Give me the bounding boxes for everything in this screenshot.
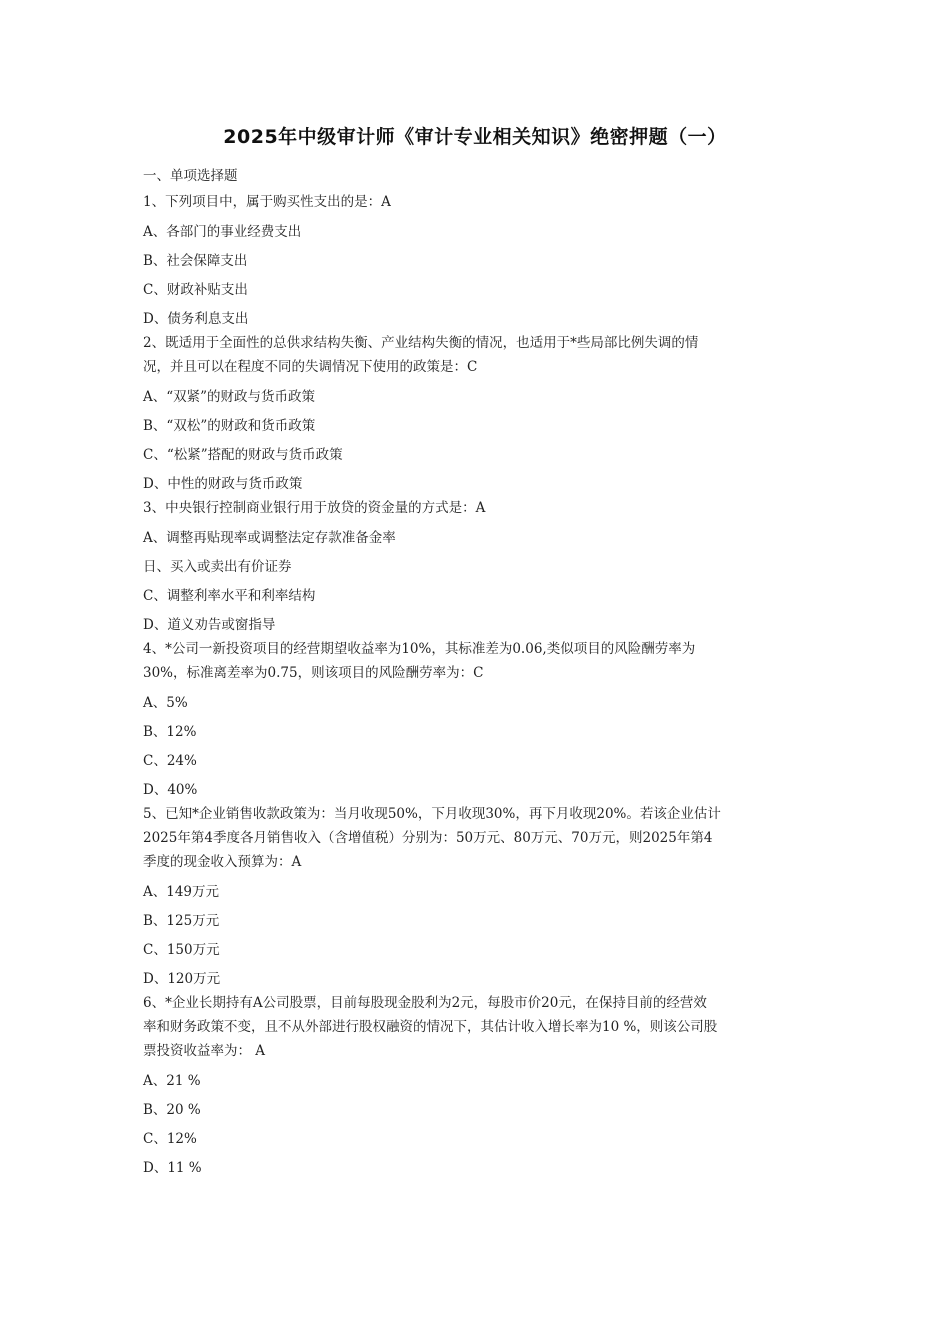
question-text: 率和财务政策不变，且不从外部进行股权融资的情况下，其估计收入增长率为10 %，则该公司股 bbox=[143, 1019, 718, 1035]
question-text: 况，并且可以在程度不同的失调情况下使用的政策是：C bbox=[143, 359, 478, 375]
option-c: C、调整利率水平和利率结构 bbox=[143, 588, 316, 604]
question-text: 1、下列项目中，属于购买性支出的是：A bbox=[143, 194, 391, 210]
option-d: D、道义劝告或窗指导 bbox=[143, 617, 276, 633]
question-text: 5、已知*企业销售收款政策为：当月收现50%，下月收现30%，再下月收现20%。若该企业估计 bbox=[143, 806, 721, 822]
option-d: D、中性的财政与货币政策 bbox=[143, 476, 303, 492]
question-text: 3、中央银行控制商业银行用于放贷的资金量的方式是：A bbox=[143, 500, 486, 516]
page-title: 2025年中级审计师《审计专业相关知识》绝密押题（一） bbox=[223, 126, 727, 148]
option-c: C、150万元 bbox=[143, 942, 220, 958]
question-2 bbox=[143, 331, 823, 495]
question-text: 2025年第4季度各月销售收入（含增值税）分别为：50万元、80万元、70万元，则2025年第4 bbox=[143, 830, 713, 846]
question-text: 30%，标准离差率为0.75，则该项目的风险酬劳率为：C bbox=[143, 665, 484, 681]
question-text: 2、既适用于全面性的总供求结构失衡、产业结构失衡的情况，也适用于*些局部比例失调的情 bbox=[143, 335, 699, 351]
option-c: C、“松紧”搭配的财政与货币政策 bbox=[143, 447, 343, 463]
option-c: C、财政补贴支出 bbox=[143, 282, 248, 298]
option-b: B、125万元 bbox=[143, 913, 220, 929]
option-d: D、120万元 bbox=[143, 971, 221, 987]
option-c: C、24% bbox=[143, 753, 197, 769]
option-a: A、5% bbox=[143, 695, 188, 711]
question-text: 6、*企业长期持有A公司股票，目前每股现金股利为2元，每股市价20元，在保持目前的经营效 bbox=[143, 995, 707, 1011]
option-d: D、11 % bbox=[143, 1160, 202, 1176]
question-5 bbox=[143, 802, 823, 990]
question-1 bbox=[143, 190, 823, 330]
option-b: B、12% bbox=[143, 724, 197, 740]
option-d: D、40% bbox=[143, 782, 198, 798]
question-3 bbox=[143, 496, 823, 636]
option-a: A、调整再贴现率或调整法定存款准备金率 bbox=[143, 530, 396, 546]
question-6 bbox=[143, 991, 823, 1179]
question-text: 票投资收益率为： A bbox=[143, 1043, 266, 1059]
option-a: A、各部门的事业经费支出 bbox=[143, 224, 302, 240]
option-a: A、21 % bbox=[143, 1073, 201, 1089]
question-4 bbox=[143, 637, 823, 801]
question-text: 4、*公司一新投资项目的经营期望收益率为10%，其标准差为0.06,类似项目的风险酬劳率为 bbox=[143, 641, 696, 657]
option-b: 日、买入或卖出有价证券 bbox=[143, 559, 292, 575]
option-c: C、12% bbox=[143, 1131, 197, 1147]
option-d: D、债务利息支出 bbox=[143, 311, 249, 327]
option-a: A、“双紧”的财政与货币政策 bbox=[143, 389, 316, 405]
document-body bbox=[143, 165, 823, 1180]
option-b: B、社会保障支出 bbox=[143, 253, 248, 269]
option-a: A、149万元 bbox=[143, 884, 220, 900]
option-b: B、20 % bbox=[143, 1102, 201, 1118]
question-text: 季度的现金收入预算为：A bbox=[143, 854, 302, 870]
section-heading: 一、单项选择题 bbox=[143, 168, 238, 184]
option-b: B、“双松”的财政和货币政策 bbox=[143, 418, 316, 434]
